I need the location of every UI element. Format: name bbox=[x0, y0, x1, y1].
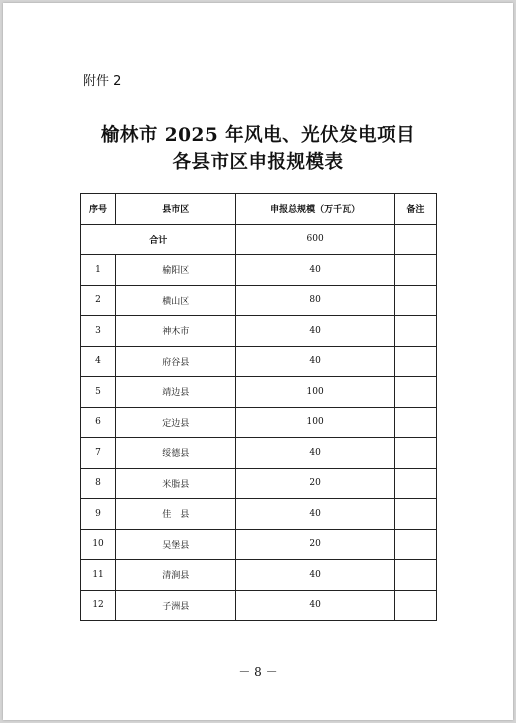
row-county: 横山区 bbox=[116, 285, 236, 316]
table-row bbox=[81, 468, 437, 499]
total-remark bbox=[394, 224, 436, 255]
row-remark bbox=[394, 590, 436, 621]
row-county: 绥德县 bbox=[116, 438, 236, 469]
row-remark bbox=[394, 407, 436, 438]
row-no: 8 bbox=[81, 468, 116, 499]
header-no: 序号 bbox=[81, 194, 116, 225]
row-county: 府谷县 bbox=[116, 346, 236, 377]
row-remark bbox=[394, 468, 436, 499]
row-remark bbox=[394, 316, 436, 347]
row-remark bbox=[394, 529, 436, 560]
row-scale: 40 bbox=[236, 438, 394, 469]
document-title-line-2: 各县市区申报规模表 bbox=[172, 152, 344, 173]
row-no: 5 bbox=[81, 377, 116, 408]
row-county: 定边县 bbox=[116, 407, 236, 438]
row-no: 12 bbox=[81, 590, 116, 621]
header-county: 县市区 bbox=[116, 194, 236, 225]
row-scale: 40 bbox=[236, 255, 394, 286]
row-remark bbox=[394, 255, 436, 286]
document-page bbox=[3, 3, 513, 720]
row-no: 2 bbox=[81, 285, 116, 316]
row-county: 靖边县 bbox=[116, 377, 236, 408]
row-scale: 100 bbox=[236, 407, 394, 438]
row-no: 3 bbox=[81, 316, 116, 347]
table-row bbox=[81, 590, 437, 621]
row-remark bbox=[394, 285, 436, 316]
document-title-line-1: 榆林市 2025 年风电、光伏发电项目 bbox=[100, 125, 416, 146]
row-scale: 40 bbox=[236, 560, 394, 591]
row-scale: 100 bbox=[236, 377, 394, 408]
row-scale: 20 bbox=[236, 468, 394, 499]
table-row bbox=[81, 346, 437, 377]
row-no: 1 bbox=[81, 255, 116, 286]
table-header-row bbox=[81, 194, 437, 225]
table-row bbox=[81, 438, 437, 469]
row-remark bbox=[394, 377, 436, 408]
total-value: 600 bbox=[236, 224, 394, 255]
row-county: 佳 县 bbox=[116, 499, 236, 530]
row-scale: 40 bbox=[236, 316, 394, 347]
table-row bbox=[81, 529, 437, 560]
table-row bbox=[81, 255, 437, 286]
row-county: 榆阳区 bbox=[116, 255, 236, 286]
row-no: 7 bbox=[81, 438, 116, 469]
attachment-label: 附件 2 bbox=[83, 74, 122, 89]
table-row bbox=[81, 407, 437, 438]
row-no: 6 bbox=[81, 407, 116, 438]
row-scale: 40 bbox=[236, 346, 394, 377]
row-remark bbox=[394, 438, 436, 469]
capacity-table bbox=[80, 193, 437, 621]
header-remark: 备注 bbox=[394, 194, 436, 225]
row-remark bbox=[394, 560, 436, 591]
header-scale: 申报总规模（万千瓦） bbox=[236, 194, 394, 225]
row-scale: 40 bbox=[236, 590, 394, 621]
row-scale: 20 bbox=[236, 529, 394, 560]
total-label: 合计 bbox=[81, 224, 236, 255]
row-scale: 80 bbox=[236, 285, 394, 316]
table-row bbox=[81, 377, 437, 408]
row-no: 11 bbox=[81, 560, 116, 591]
row-county: 清涧县 bbox=[116, 560, 236, 591]
row-scale: 40 bbox=[236, 499, 394, 530]
page-number: － 8 － bbox=[238, 665, 278, 679]
row-county: 神木市 bbox=[116, 316, 236, 347]
row-no: 9 bbox=[81, 499, 116, 530]
table-row bbox=[81, 499, 437, 530]
table-total-row bbox=[81, 224, 437, 255]
row-county: 子洲县 bbox=[116, 590, 236, 621]
row-remark bbox=[394, 499, 436, 530]
row-remark bbox=[394, 346, 436, 377]
row-county: 米脂县 bbox=[116, 468, 236, 499]
row-county: 吴堡县 bbox=[116, 529, 236, 560]
table-row bbox=[81, 560, 437, 591]
table-row bbox=[81, 316, 437, 347]
table-row bbox=[81, 285, 437, 316]
row-no: 4 bbox=[81, 346, 116, 377]
row-no: 10 bbox=[81, 529, 116, 560]
